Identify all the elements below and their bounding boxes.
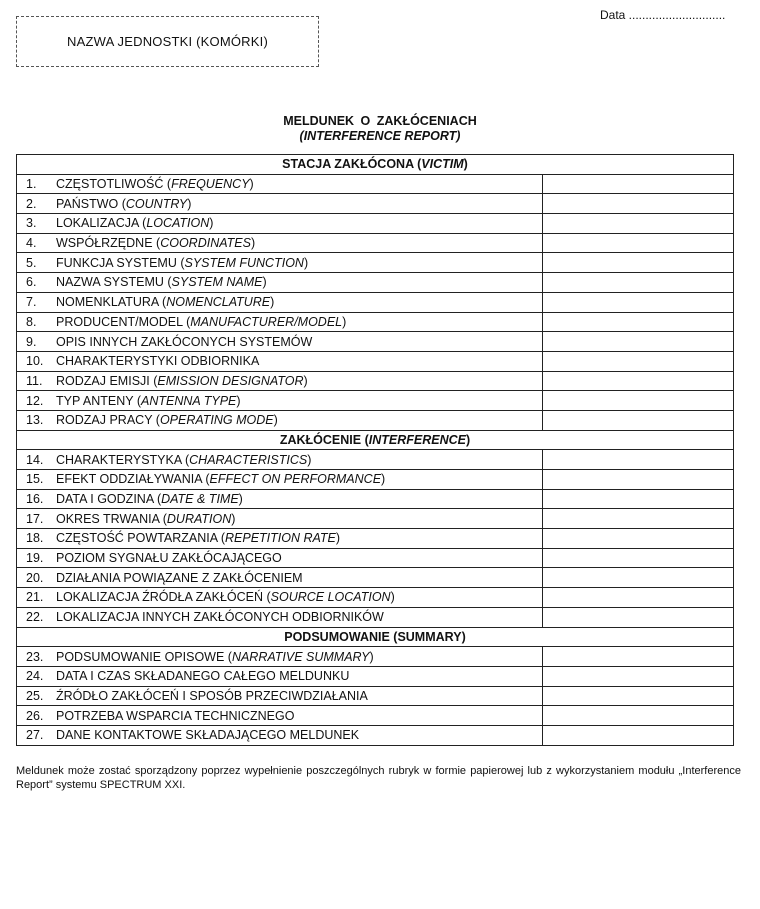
section-title-pl: ZAKŁÓCENIE (: [279, 432, 369, 447]
row-label-pl: DATA I GODZINA (: [56, 492, 162, 507]
section-title-pl: PODSUMOWANIE (SUMMARY): [284, 629, 466, 644]
row-label-cell: [17, 725, 543, 745]
row-label-pl: POZIOM SYGNAŁU ZAKŁÓCAJĄCEGO: [56, 551, 282, 566]
row-number: 22.: [26, 610, 44, 625]
report-row: [17, 489, 734, 509]
row-label-cell: [17, 273, 543, 293]
section-header-row: [17, 430, 734, 450]
row-label-en: ANTENNA TYPE: [140, 393, 237, 408]
row-label-cell: [17, 312, 543, 332]
unit-name-label: NAZWA JEDNOSTKI (KOMÓRKI): [67, 34, 268, 49]
row-label-en: OPERATING MODE: [159, 413, 274, 428]
row-label-cell: [17, 489, 543, 509]
row-value-field[interactable]: [542, 607, 733, 627]
row-label-close: ): [390, 590, 395, 605]
report-row: [17, 588, 734, 608]
row-label-en: NOMENCLATURE: [166, 295, 271, 310]
row-value-field[interactable]: [542, 233, 733, 253]
report-title-pl: MELDUNEK O ZAKŁÓCENIACH: [283, 114, 477, 128]
row-label-en: SYSTEM FUNCTION: [184, 255, 304, 270]
section-title-en: VICTIM: [421, 157, 464, 172]
row-number: 7.: [26, 295, 37, 310]
row-number: 8.: [26, 314, 37, 329]
section-title: [17, 430, 734, 450]
row-label-close: ): [236, 393, 241, 408]
row-label-cell: [17, 666, 543, 686]
row-label-pl: DANE KONTAKTOWE SKŁADAJĄCEGO MELDUNEK: [56, 728, 360, 743]
row-label-pl: CZĘSTOŚĆ POWTARZANIA (: [56, 531, 225, 546]
row-number: 11.: [26, 373, 43, 388]
row-number: 10.: [26, 354, 44, 369]
row-value-field[interactable]: [542, 214, 733, 234]
row-label-cell: [17, 292, 543, 312]
row-label-en: COORDINATES: [160, 236, 251, 251]
report-row: [17, 647, 734, 667]
row-value-field[interactable]: [542, 312, 733, 332]
row-label-pl: DZIAŁANIA POWIĄZANE Z ZAKŁÓCENIEM: [56, 570, 303, 585]
row-label-en: EFFECT ON PERFORMANCE: [209, 472, 382, 487]
section-header-row: [17, 627, 734, 647]
row-value-field[interactable]: [542, 371, 733, 391]
row-label-en: NARRATIVE SUMMARY: [231, 649, 370, 664]
row-value-field[interactable]: [542, 568, 733, 588]
row-label-pl: CZĘSTOTLIWOŚĆ (: [56, 177, 172, 192]
row-label-close: ): [250, 236, 256, 251]
report-row: [17, 529, 734, 549]
row-value-field[interactable]: [542, 351, 733, 371]
report-row: [17, 450, 734, 470]
row-label-pl: WSPÓŁRZĘDNE (: [56, 236, 161, 251]
row-label-cell: [17, 194, 543, 214]
row-label-pl: PODSUMOWANIE OPISOWE (: [56, 649, 232, 664]
row-label-en: CHARACTERISTICS: [189, 452, 308, 467]
row-label-close: ): [249, 177, 254, 192]
row-label-en: SOURCE LOCATION: [270, 590, 391, 605]
row-value-field[interactable]: [542, 450, 733, 470]
row-label-en: DURATION: [166, 511, 232, 526]
row-label-en: EMISSION DESIGNATOR: [157, 373, 304, 388]
section-title: [17, 627, 734, 647]
row-label-cell: [17, 410, 543, 430]
row-number: 12.: [26, 393, 44, 408]
row-label-pl: EFEKT ODDZIAŁYWANIA (: [56, 472, 210, 487]
row-value-field[interactable]: [542, 529, 733, 549]
report-row: [17, 214, 734, 234]
row-number: 15.: [26, 472, 44, 487]
row-label-close: ): [303, 255, 309, 270]
row-label-cell: [17, 706, 543, 726]
row-number: 3.: [26, 216, 37, 231]
report-table-body: [17, 155, 734, 746]
row-value-field[interactable]: [542, 292, 733, 312]
report-row: [17, 174, 734, 194]
row-value-field[interactable]: [542, 489, 733, 509]
row-label-pl: FUNKCJA SYSTEMU (: [56, 255, 185, 270]
row-label-cell: [17, 253, 543, 273]
row-value-field[interactable]: [542, 647, 733, 667]
row-value-field[interactable]: [542, 391, 733, 411]
row-label-close: ): [342, 314, 347, 329]
row-label-pl: LOKALIZACJA ŹRÓDŁA ZAKŁÓCEŃ (: [56, 590, 271, 605]
report-row: [17, 666, 734, 686]
row-number: 23.: [26, 649, 44, 664]
row-label-cell: [17, 174, 543, 194]
row-label-cell: [17, 351, 543, 371]
report-row: [17, 725, 734, 745]
row-label-cell: [17, 588, 543, 608]
report-table: [16, 154, 734, 746]
row-number: 6.: [26, 275, 37, 290]
row-value-field[interactable]: [542, 332, 733, 352]
section-title-close: ): [463, 157, 468, 172]
row-label-pl: DATA I CZAS SKŁADANEGO CAŁEGO MELDUNKU: [56, 669, 350, 684]
row-value-field[interactable]: [542, 509, 733, 529]
row-label-pl: NAZWA SYSTEMU (: [56, 275, 172, 290]
row-label-en: REPETITION RATE: [225, 531, 336, 546]
row-label-cell: [17, 332, 543, 352]
row-label-cell: [17, 548, 543, 568]
row-label-close: ): [369, 649, 374, 664]
row-label-close: ): [381, 472, 386, 487]
row-label-en: LOCATION: [146, 216, 210, 231]
row-label-en: SYSTEM NAME: [171, 275, 263, 290]
row-number: 4.: [26, 236, 37, 251]
row-label-en: MANUFACTURER/MODEL: [190, 314, 343, 329]
row-value-field[interactable]: [542, 686, 733, 706]
row-label-close: ): [303, 373, 308, 388]
row-label-pl: TYP ANTENY (: [56, 393, 141, 408]
row-label-cell: [17, 233, 543, 253]
section-title-close: ): [465, 432, 471, 447]
row-label-cell: [17, 371, 543, 391]
row-label-pl: OKRES TRWANIA (: [56, 511, 167, 526]
report-row: [17, 292, 734, 312]
row-number: 14.: [26, 452, 44, 467]
row-label-cell: [17, 391, 543, 411]
row-label-pl: LOKALIZACJA INNYCH ZAKŁÓCONYCH ODBIORNIKÓW: [56, 610, 384, 625]
report-row: [17, 410, 734, 430]
row-label-close: ): [307, 452, 312, 467]
footnote: Meldunek może zostać sporządzony poprzez wypełnienie poszczególnych rubryk w formie papierowej lub z wykorzystaniem modułu „Interference Report” systemu SPECTRUM XXI.: [16, 765, 741, 791]
row-label-cell: [17, 607, 543, 627]
report-row: [17, 332, 734, 352]
row-number: 26.: [26, 708, 44, 723]
row-number: 16.: [26, 492, 44, 507]
row-label-en: DATE & TIME: [161, 492, 239, 507]
report-title-en: (INTERFERENCE REPORT): [299, 129, 461, 143]
report-row: [17, 371, 734, 391]
row-label-close: ): [273, 413, 278, 428]
row-label-cell: [17, 529, 543, 549]
row-number: 2.: [26, 196, 37, 211]
report-row: [17, 194, 734, 214]
row-value-field[interactable]: [542, 470, 733, 490]
row-number: 17.: [26, 511, 44, 526]
row-value-field[interactable]: [542, 253, 733, 273]
row-label-cell: [17, 509, 543, 529]
row-label-pl: CHARAKTERYSTYKI ODBIORNIKA: [56, 354, 260, 369]
row-value-field[interactable]: [542, 273, 733, 293]
report-row: [17, 568, 734, 588]
row-label-cell: [17, 470, 543, 490]
row-value-field[interactable]: [542, 666, 733, 686]
report-row: [17, 273, 734, 293]
row-number: 1.: [26, 177, 37, 192]
row-label-close: ): [270, 295, 275, 310]
row-number: 13.: [26, 413, 44, 428]
row-number: 24.: [26, 669, 44, 684]
report-row: [17, 470, 734, 490]
row-label-pl: PRODUCENT/MODEL (: [56, 314, 191, 329]
row-label-cell: [17, 568, 543, 588]
report-row: [17, 686, 734, 706]
section-title-pl: STACJA ZAKŁÓCONA (: [282, 157, 422, 172]
report-row: [17, 548, 734, 568]
report-row: [17, 312, 734, 332]
row-value-field[interactable]: [542, 725, 733, 745]
row-label-cell: [17, 214, 543, 234]
row-label-pl: ŹRÓDŁO ZAKŁÓCEŃ I SPOSÓB PRZECIWDZIAŁANIA: [56, 688, 368, 703]
report-row: [17, 509, 734, 529]
section-header-row: [17, 155, 734, 175]
section-title-en: INTERFERENCE: [368, 432, 466, 447]
report-row: [17, 351, 734, 371]
row-label-pl: OPIS INNYCH ZAKŁÓCONYCH SYSTEMÓW: [56, 334, 313, 349]
row-label-close: ): [238, 492, 243, 507]
row-value-field[interactable]: [542, 588, 733, 608]
row-value-field[interactable]: [542, 410, 733, 430]
row-label-en: COUNTRY: [125, 196, 188, 211]
row-label-pl: LOKALIZACJA (: [56, 216, 147, 231]
report-row: [17, 706, 734, 726]
report-row: [17, 391, 734, 411]
row-number: 27.: [26, 728, 44, 743]
report-row: [17, 253, 734, 273]
row-label-pl: PAŃSTWO (: [56, 196, 126, 211]
report-title: [0, 114, 760, 144]
row-number: 18.: [26, 531, 44, 546]
row-label-pl: POTRZEBA WSPARCIA TECHNICZNEGO: [56, 708, 295, 723]
report-row: [17, 607, 734, 627]
row-number: 20.: [26, 570, 44, 585]
row-value-field[interactable]: [542, 706, 733, 726]
row-label-pl: RODZAJ PRACY (: [56, 413, 160, 428]
row-label-close: ): [231, 511, 236, 526]
row-label-cell: [17, 450, 543, 470]
row-number: 9.: [26, 334, 37, 349]
row-label-close: ): [335, 531, 341, 546]
row-label-close: ): [187, 196, 192, 211]
date-field: Data .............................: [600, 8, 726, 22]
unit-name-box: [16, 16, 319, 67]
row-label-pl: NOMENKLATURA (: [56, 295, 167, 310]
row-label-close: ): [209, 216, 214, 231]
row-value-field[interactable]: [542, 548, 733, 568]
row-number: 21.: [26, 590, 44, 605]
row-label-cell: [17, 686, 543, 706]
row-number: 5.: [26, 255, 37, 270]
row-number: 25.: [26, 688, 44, 703]
row-label-pl: CHARAKTERYSTYKA (: [56, 452, 190, 467]
row-label-en: FREQUENCY: [171, 177, 250, 192]
row-label-close: ): [262, 275, 267, 290]
row-value-field[interactable]: [542, 174, 733, 194]
section-title: [17, 155, 734, 175]
row-label-cell: [17, 647, 543, 667]
row-label-pl: RODZAJ EMISJI (: [56, 373, 158, 388]
report-row: [17, 233, 734, 253]
row-number: 19.: [26, 551, 44, 566]
row-value-field[interactable]: [542, 194, 733, 214]
